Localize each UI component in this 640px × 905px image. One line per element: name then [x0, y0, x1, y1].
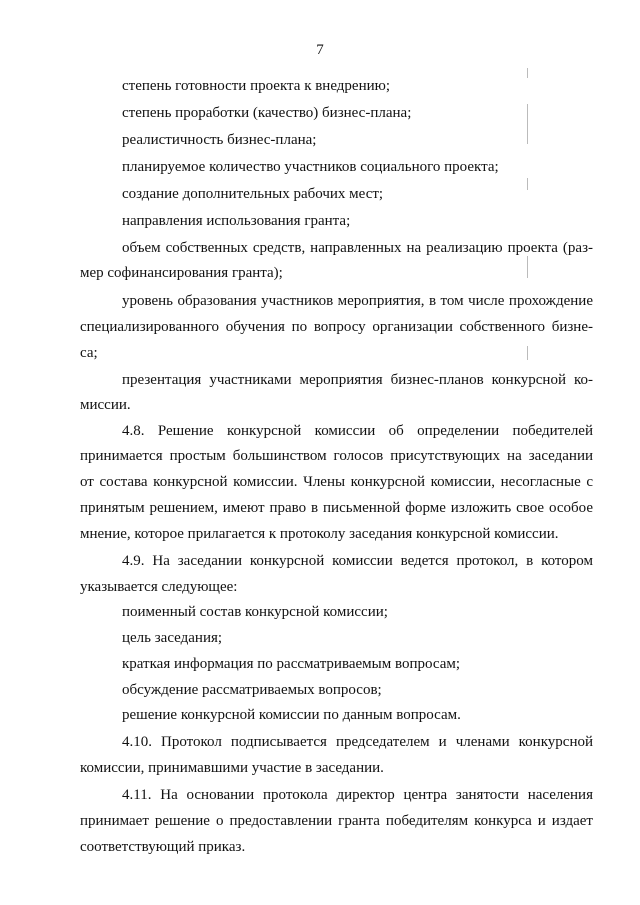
text-line: 4.10. Протокол подписывается председателем и членами конкурсной	[122, 734, 593, 750]
text-line: краткая информация по рассматриваемым вопросам;	[122, 656, 461, 672]
text-line: от состава конкурсной комиссии. Члены конкурсной комиссии, несогласные с	[80, 474, 593, 490]
text-line: обсуждение рассматриваемых вопросов;	[122, 682, 382, 698]
text-line: цель заседания;	[122, 630, 223, 646]
text-line: создание дополнительных рабочих мест;	[122, 186, 384, 202]
text-line: 4.11. На основании протокола директор центра занятости населения	[122, 787, 593, 803]
text-line: 4.8. Решение конкурсной комиссии об определении победителей	[122, 423, 593, 439]
text-line: комиссии, принимавшими участие в заседании.	[80, 760, 384, 776]
text-line: са;	[80, 345, 98, 361]
text-line: реалистичность бизнес-плана;	[122, 132, 317, 148]
text-line: специализированного обучения по вопросу организации собственного бизне-	[80, 319, 593, 335]
text-line: принимает решение о предоставлении гранта победителям конкурса и издает	[80, 813, 593, 829]
text-line: мнение, которое прилагается к протоколу заседания конкурсной комиссии.	[80, 526, 559, 542]
text-line: решение конкурсной комиссии по данным вопросам.	[122, 707, 461, 723]
text-line: объем собственных средств, направленных на реализацию проекта (раз-	[122, 240, 593, 256]
text-line: миссии.	[80, 397, 131, 413]
text-line: степень готовности проекта к внедрению;	[122, 78, 391, 94]
text-line: поименный состав конкурсной комиссии;	[122, 604, 388, 620]
text-line: соответствующий приказ.	[80, 839, 246, 855]
text-line: уровень образования участников мероприятия, в том числе прохождение	[122, 293, 593, 309]
page-number: 7	[316, 42, 324, 58]
scan-artifact	[527, 256, 528, 278]
text-line: принимается простым большинством голосов присутствующих на заседании	[80, 448, 593, 464]
text-line: планируемое количество участников социального проекта;	[122, 159, 499, 175]
scan-artifact	[527, 346, 528, 360]
text-line: направления использования гранта;	[122, 213, 351, 229]
text-line: указывается следующее:	[80, 579, 238, 595]
scan-artifact	[527, 68, 528, 78]
scan-artifact	[527, 104, 528, 144]
text-line: 4.9. На заседании конкурсной комиссии ведется протокол, в котором	[122, 553, 593, 569]
text-line: презентация участниками мероприятия бизнес-планов конкурсной ко-	[122, 372, 593, 388]
scan-artifact	[527, 178, 528, 190]
text-line: принятым решением, имеют право в письменной форме изложить свое особое	[80, 500, 593, 516]
text-line: степень проработки (качество) бизнес-плана;	[122, 105, 412, 121]
text-line: мер софинансирования гранта);	[80, 265, 283, 281]
